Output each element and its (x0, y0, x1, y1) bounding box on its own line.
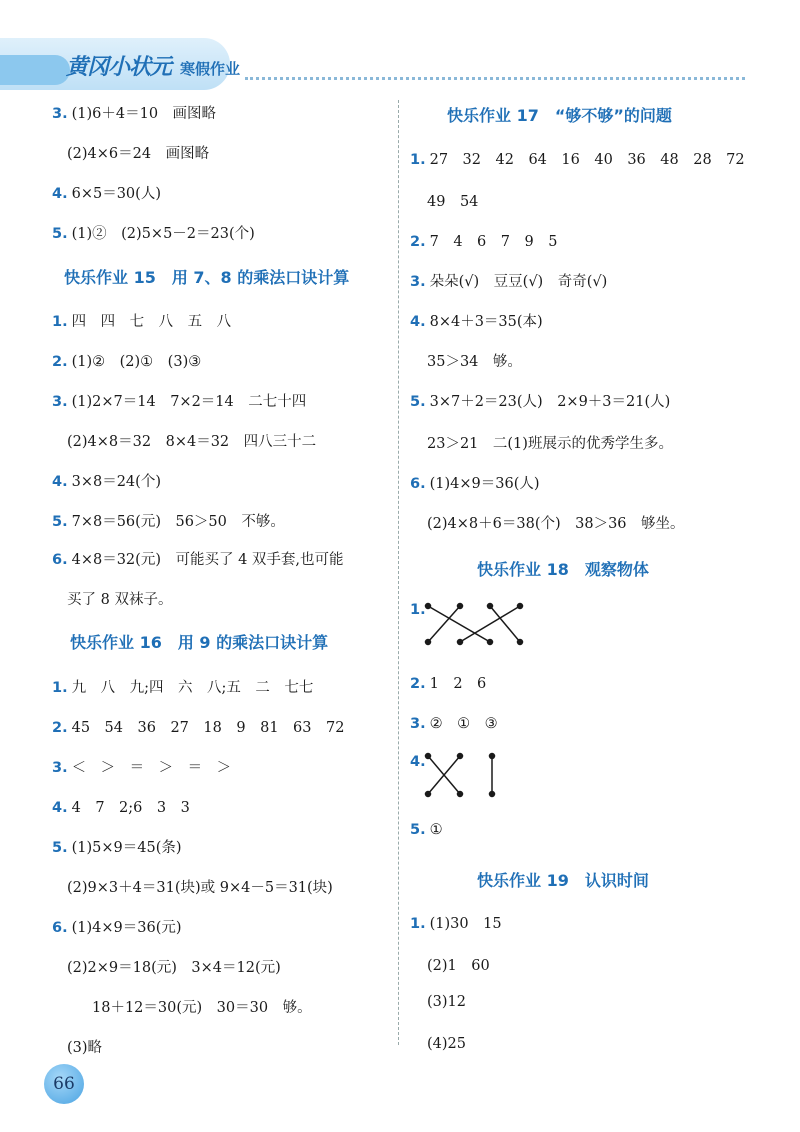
answer-line: 18＋12＝30(元) 30＝30 够。 (92, 1000, 312, 1016)
answer-line: 5. (1)② (2)5×5－2＝23(个) (52, 226, 255, 242)
page-header (0, 0, 800, 100)
answer-line: 3. 朵朵(√) 豆豆(√) 奇奇(√) (410, 274, 608, 290)
answer-line: 1. (1)30 15 (410, 916, 502, 932)
answer-line: (2)1 60 (427, 958, 490, 974)
answer-line: 1. 27 32 42 64 16 40 36 48 28 72 (410, 152, 745, 168)
answer-line: 23＞21 二(1)班展示的优秀学生多。 (427, 436, 673, 452)
answer-line: 2. (1)② (2)① (3)③ (52, 354, 202, 370)
answer-line: (2)4×8＋6＝38(个) 38＞36 够坐。 (427, 516, 685, 532)
section-title-16: 快乐作业 16 用 9 的乘法口诀计算 (70, 633, 329, 652)
answer-line: 1. (410, 602, 426, 618)
column-divider (398, 100, 399, 1045)
answer-line: 5. (1)5×9＝45(条) (52, 840, 182, 856)
answer-line: 6. (1)4×9＝36(元) (52, 920, 182, 936)
answer-line: 2. 1 2 6 (410, 676, 487, 692)
section-title-19: 快乐作业 19 认识时间 (477, 871, 649, 890)
answer-line: 4. 6×5＝30(人) (52, 186, 161, 202)
matching-lines-figure (420, 598, 530, 648)
header-dotted-rule (245, 77, 745, 80)
brand-logo: 黄冈小状元 (66, 55, 172, 80)
answer-line: 49 54 (427, 194, 479, 210)
header-tab-accent (0, 55, 70, 85)
answer-line: 买了 8 双袜子。 (67, 592, 173, 608)
section-title-17: 快乐作业 17 “够不够”的问题 (447, 106, 672, 125)
answer-line: 4. (410, 754, 426, 770)
answer-line: 4. 3×8＝24(个) (52, 474, 161, 490)
answer-line: 5. ① (410, 822, 443, 838)
answer-line: (2)4×8＝32 8×4＝32 四八三十二 (67, 434, 317, 450)
answer-line: 3. ＜ ＞ ＝ ＞ ＝ ＞ (52, 760, 232, 776)
answer-line: 2. 7 4 6 7 9 5 (410, 234, 558, 250)
answer-line: 3. ② ① ③ (410, 716, 498, 732)
answer-line: 5. 3×7＋2＝23(人) 2×9＋3＝21(人) (410, 394, 671, 410)
answer-line: (2)9×3＋4＝31(块)或 9×4－5＝31(块) (67, 880, 333, 896)
answer-line: (3)略 (67, 1040, 103, 1056)
answer-line: (3)12 (427, 994, 466, 1010)
answer-line: 6. (1)4×9＝36(人) (410, 476, 540, 492)
answer-line: 3. (1)6＋4＝10 画图略 (52, 106, 217, 122)
answer-line: 1. 九 八 九;四 六 八;五 二 七七 (52, 680, 314, 696)
answer-line: 4. 4 7 2;6 3 3 (52, 800, 190, 816)
section-title-15: 快乐作业 15 用 7、8 的乘法口诀计算 (64, 268, 350, 287)
cross-lines-figure (420, 748, 510, 803)
answer-line: 6. 4×8＝32(元) 可能买了 4 双手套,也可能 (52, 552, 344, 568)
answer-line: 35＞34 够。 (427, 354, 522, 370)
page-number: 66 (44, 1064, 84, 1104)
answer-line: 5. 7×8＝56(元) 56＞50 不够。 (52, 514, 285, 530)
series-name: 寒假作业 (180, 60, 241, 78)
answer-line: 4. 8×4＋3＝35(本) (410, 314, 543, 330)
answer-line: (2)4×6＝24 画图略 (67, 146, 210, 162)
answer-line: (4)25 (427, 1036, 466, 1052)
answer-line: (2)2×9＝18(元) 3×4＝12(元) (67, 960, 281, 976)
answer-line: 2. 45 54 36 27 18 9 81 63 72 (52, 720, 345, 736)
answer-line: 3. (1)2×7＝14 7×2＝14 二七十四 (52, 394, 307, 410)
answer-line: 1. 四 四 七 八 五 八 (52, 314, 232, 330)
section-title-18: 快乐作业 18 观察物体 (477, 560, 649, 579)
